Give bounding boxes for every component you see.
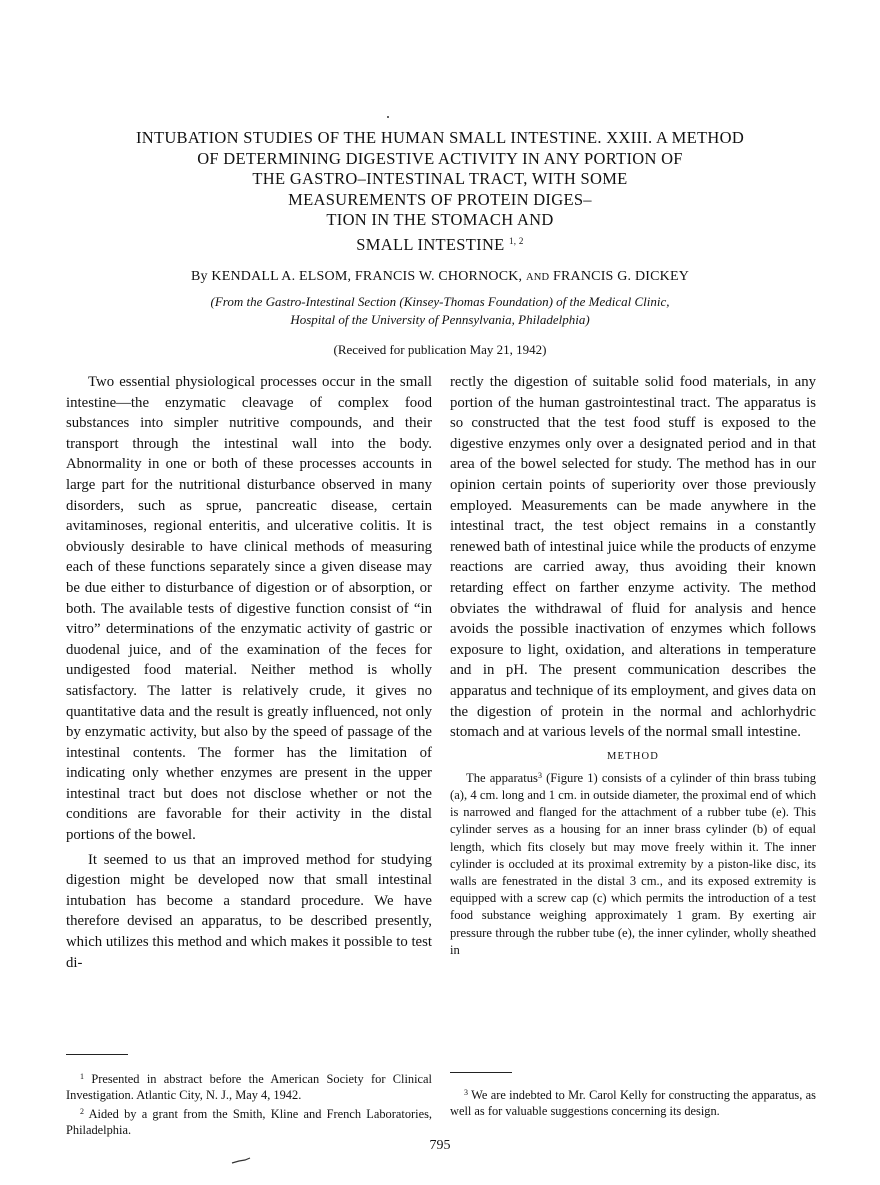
- footnote-text: Aided by a grant from the Smith, Kline and French Laboratories, Philadelphia.: [66, 1106, 432, 1138]
- stray-pen-mark: [231, 1157, 251, 1165]
- affiliation-line: (From the Gastro-Intestinal Section (Kinsey-Thomas Foundation) of the Medical Clinic,: [210, 294, 670, 309]
- title-line: THE GASTRO–INTESTINAL TRACT, WITH SOME: [252, 169, 628, 188]
- method-lead: The apparatus: [466, 770, 538, 785]
- left-column: [66, 372, 432, 973]
- right-column: [450, 372, 816, 959]
- by-word: By: [190, 269, 208, 284]
- footnote-text: We are indebted to Mr. Carol Kelly for constructing the apparatus, as well as for valuable suggestions concerning its design.: [450, 1088, 816, 1119]
- title-line: INTUBATION STUDIES OF THE HUMAN SMALL INTESTINE. XXIII. A METHOD: [135, 128, 745, 147]
- affiliation: [40, 293, 840, 328]
- title-line: TION IN THE STOMACH AND: [326, 210, 554, 229]
- footnote-text: Presented in abstract before the American Society for Clinical Investigation. Atlantic City, N. J., May 4, 1942.: [66, 1072, 432, 1103]
- footnote-3: [450, 1085, 816, 1120]
- title-line: MEASUREMENTS OF PROTEIN DIGES–: [288, 189, 592, 209]
- print-speck: [387, 116, 389, 118]
- footnotes-left: [66, 1054, 432, 1139]
- page-number: 795: [429, 1138, 451, 1153]
- author-name: FRANCIS W. CHORNOCK,: [354, 269, 523, 284]
- author-name: FRANCIS G. DICKEY: [553, 269, 690, 284]
- footnote-mark: 2: [80, 1106, 84, 1116]
- title-footnote-marks: 1, 2: [508, 235, 524, 246]
- footnote-1: [66, 1069, 432, 1104]
- author-line: [40, 268, 840, 287]
- footnote-mark: 3: [464, 1088, 468, 1097]
- article-title: [40, 128, 840, 255]
- footnote-rule: [66, 1054, 128, 1055]
- intro-paragraph: Two essential physiological processes occur in the small intestine—the enzymatic cleavage of complex food substances into simpler nutritive compounds, and their transport through the intestinal wall into the body. Abnormality in one or both of these processes accounts in large part for the nutritional disturbance observed in many disorders, such as sprue, pancreatic disease, certain avitaminoses, regional enteritis, and ulcerative colitis. It is obviously desirable to have clinical methods of measuring each of these functions separately since a given disease may be due either to disturbance of digestion or of absorption, or both. The available tests of digestive function consist of “in vitro” determinations of the enzymatic activity of gastric or duodenal juice, and of the examination of the feces for undigested food material. Neither method is wholly satisfactory. The latter is relatively crude, it gives no quantitative data and the result is greatly influenced, not only by enzymatic activity, but also by the speed of passage of the intestinal contents. The former has the limitation of indicating only whether enzymes are present in the upper intestinal tract but does not disclose whether or not the conditions are favorable for their activity in the distal portions of the bowel.: [66, 374, 432, 844]
- affiliation-line: Hospital of the University of Pennsylvania, Philadelphia): [290, 311, 590, 327]
- footnote-mark: 1: [80, 1072, 84, 1081]
- footnote-rule: [450, 1072, 512, 1073]
- and-word: AND: [525, 272, 550, 283]
- method-text: (Figure 1) consists of a cylinder of thin brass tubing (a), 4 cm. long and 1 cm. in outside diameter, the proximal end of which is narrowed and flanged for the attachment of a rubber tube (e). This cylinder serves as a housing for an inner brass cylinder (b) of equal length, which fits closely but may move freely within it. The inner cylinder is occluded at its proximal extremity by a piston-like disc, its walls are fenestrated in the distal 3 cm., and its exposed extremity is equipped with a screw cap (c) which permits the introduction of a test food substance weighing approximately 1 gram. By exerting air pressure through the rubber tube (e), the inner cylinder, wholly sheathed in: [450, 770, 816, 957]
- title-last-text: SMALL INTESTINE: [356, 234, 505, 254]
- footnotes-right: [450, 1072, 816, 1120]
- received-date: (Received for publication May 21, 1942): [333, 342, 547, 357]
- intro-paragraph: It seemed to us that an improved method for studying digestion might be developed now that small intestinal intubation has become a standard procedure. We have therefore devised an apparatus, to be described presently, which utilizes this method and which makes it possible to test di-: [66, 851, 432, 971]
- intro-paragraph-continued: rectly the digestion of suitable solid food materials, in any portion of the human gastrointestinal tract. The apparatus is so constructed that the test food stuff is exposed to the digestive enzymes only over a designated period and in that area of the bowel selected for study. The method has in our opinion certain points of superiority over those previously employed. Measurements can be made anywhere in the intestinal tract, the test object remains in a constantly renewed bath of intestinal juice while the products of enzyme reactions are carried away, thus avoiding their known retarding effect on farther enzyme activity. The method obviates the withdrawal of fluid for analysis and hence avoids the possible inactivation of enzymes which follows exposure to light, oxidation, and alterations in temperature and in pH. The present communication describes the apparatus and technique of its employment, and gives data on the digestion of protein in the normal and achlorhydric stomach and at various levels of the normal small intestine.: [450, 374, 816, 741]
- article-header: [40, 128, 840, 358]
- footnote-2: [66, 1104, 432, 1139]
- footnote-ref: 3: [537, 770, 542, 780]
- title-line: [40, 231, 840, 256]
- section-heading-method: METHOD: [606, 750, 660, 762]
- title-line: OF DETERMINING DIGESTIVE ACTIVITY IN ANY PORTION OF: [197, 148, 683, 168]
- method-paragraph: [450, 767, 816, 959]
- author-name: KENDALL A. ELSOM,: [211, 269, 352, 284]
